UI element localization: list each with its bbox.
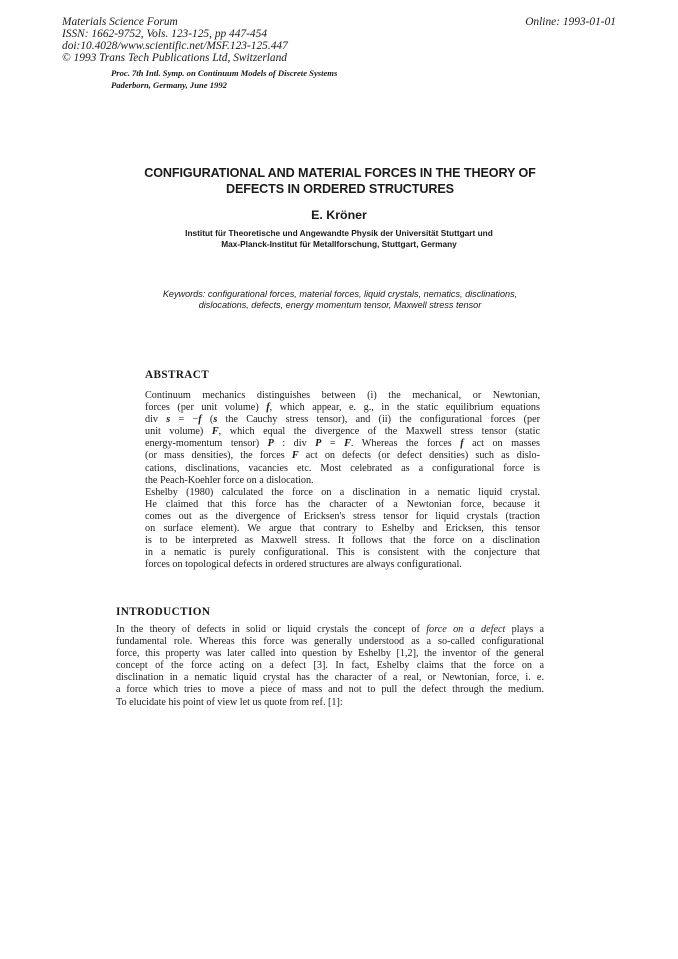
abstract-line: Eshelby (1980) calculated the force on a disclination in a nematic liquid crystal. xyxy=(145,486,540,498)
abstract-line: (or mass densities), the forces F act on defects (or defect densities) such as dislo- xyxy=(145,450,540,462)
abstract-line: the Peach-Koehler force on a dislocation. xyxy=(145,474,314,486)
affiliation-line-1: Institut für Theoretische und Angewandte Physik der Universität Stuttgart und xyxy=(185,228,493,238)
abstract-line: forces (per unit volume) f, which appear, e. g., in the static equilibrium equations xyxy=(145,402,540,414)
abstract-line: Continuum mechanics distinguishes between (i) the mechanical, or Newtonian, xyxy=(145,390,540,401)
affiliation-line-2: Max-Planck-Institut für Metallforschung, Stuttgart, Germany xyxy=(221,239,457,250)
online-date: Online: 1993-01-01 xyxy=(525,16,616,28)
introduction-line: disclination in a nematic liquid crystal has the character of a real, or Newtonian, force, i. e. xyxy=(116,672,544,684)
paper-title xyxy=(100,166,580,197)
introduction-line: force, this property was later called into question by Eshelby [1,2], the inventor of the general xyxy=(116,648,544,660)
affiliation xyxy=(0,228,678,250)
abstract-line: He claimed that this force has the character of a Newtonian force, because it xyxy=(145,498,540,510)
introduction-line: To elucidate his point of view let us quote from ref. [1]: xyxy=(116,696,343,708)
abstract-line: is to be interpreted as Maxwell stress. It follows that the force on a disclination xyxy=(145,535,540,547)
proceedings-line-2: Paderborn, Germany, June 1992 xyxy=(111,79,227,90)
abstract-body xyxy=(145,390,540,571)
abstract-line: div s = −f (s the Cauchy stress tensor), and (ii) the configurational forces (per xyxy=(145,414,540,426)
abstract-line: energy-momentum tensor) P : div P = F. Whereas the forces f act on masses xyxy=(145,438,540,450)
introduction-body xyxy=(116,624,544,709)
abstract-line: unit volume) F, which equal the divergence of the Maxwell stress tensor (static xyxy=(145,426,540,438)
abstract-line: comes out as the divergence of Ericksen's stress tensor for liquid crystals (traction xyxy=(145,510,540,522)
keywords xyxy=(130,289,550,312)
proceedings-info xyxy=(111,68,337,91)
abstract-line: forces on topological defects in ordered structures are always configurational. xyxy=(145,559,462,571)
proceedings-line-1: Proc. 7th Intl. Symp. on Continuum Models of Discrete Systems xyxy=(111,68,338,78)
abstract-line: in a nematic is purely configurational. This is consistent with the conjecture that xyxy=(145,547,540,559)
doi-line[interactable]: doi:10.4028/www.scientific.net/MSF.123-125.447 xyxy=(62,40,288,52)
introduction-heading: INTRODUCTION xyxy=(116,606,211,618)
introduction-line: In the theory of defects in solid or liquid crystals the concept of force on a defect plays a xyxy=(116,624,544,635)
keywords-line-1: Keywords: configurational forces, material forces, liquid crystals, nematics, disclinations, xyxy=(162,289,518,299)
title-line-2: DEFECTS IN ORDERED STRUCTURES xyxy=(225,181,454,196)
copyright-line: © 1993 Trans Tech Publications Ltd, Switzerland xyxy=(62,52,287,64)
journal-name: Materials Science Forum xyxy=(62,16,178,28)
author-name: E. Kröner xyxy=(311,208,367,222)
abstract-line: cations, disclinations, vacancies etc. Most celebrated as a configurational force is xyxy=(145,462,540,474)
abstract-heading: ABSTRACT xyxy=(145,369,210,381)
issn-line: ISSN: 1662-9752, Vols. 123-125, pp 447-454 xyxy=(62,28,268,40)
title-line-1: CONFIGURATIONAL AND MATERIAL FORCES IN THE THEORY OF xyxy=(144,166,536,180)
introduction-line: concept of the force acting on a defect [3]. In fact, Eshelby claims that the force on a xyxy=(116,660,544,672)
citation-header xyxy=(62,16,288,64)
keywords-line-2: dislocations, defects, energy momentum tensor, Maxwell stress tensor xyxy=(198,300,482,311)
introduction-line: a force which tries to move a piece of mass and not to pull the defect through the medium. xyxy=(116,684,544,696)
abstract-line: on surface element). We argue that contrary to Eshelby and Ericksen, this tensor xyxy=(145,523,540,535)
introduction-line: fundamental role. Whereas this force was generally understood as a so-called configurational xyxy=(116,636,544,648)
